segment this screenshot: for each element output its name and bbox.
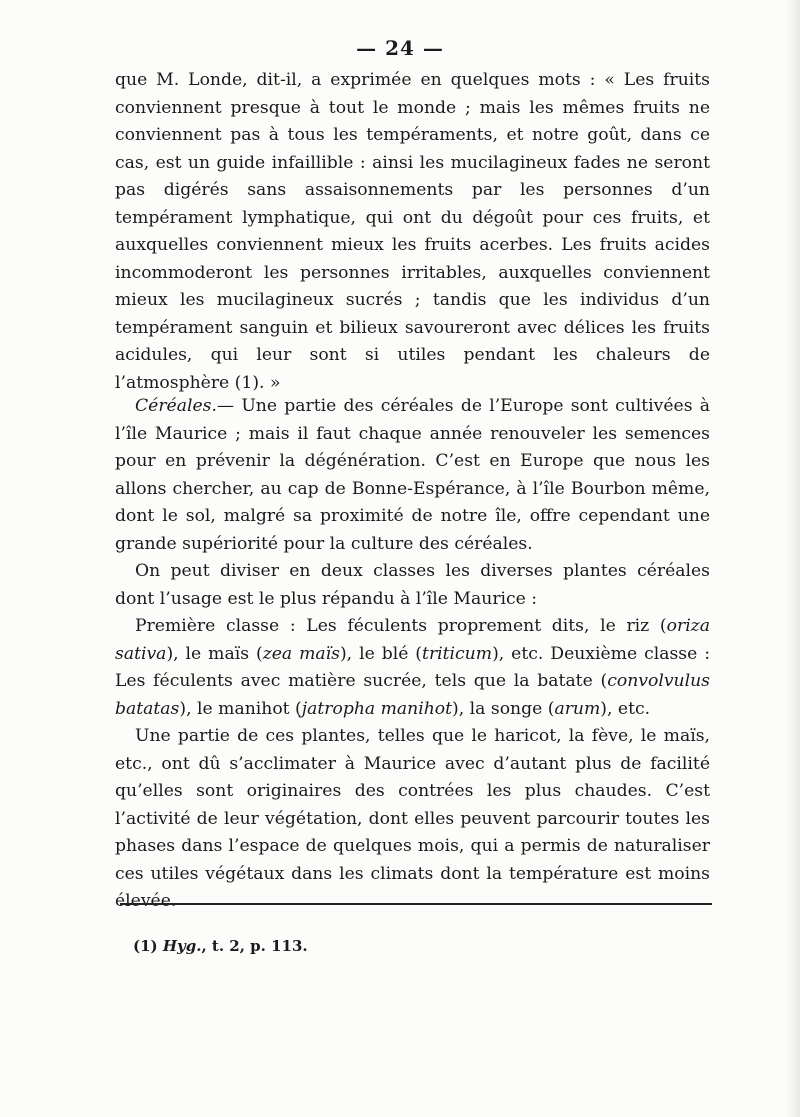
footnote bbox=[133, 937, 308, 955]
page-edge-shadow bbox=[786, 0, 800, 1117]
latin-name-manihot: jatropha manihot bbox=[301, 698, 453, 719]
p3-text-a: Première classe : Les féculents proprement dits, le riz ( bbox=[135, 616, 667, 636]
p3-text-g: ), etc. bbox=[600, 698, 651, 719]
latin-name-ble: triticum bbox=[422, 643, 493, 664]
latin-name-batate: convolvulus batatas bbox=[115, 671, 710, 719]
p3-text-c: ), le blé ( bbox=[339, 643, 423, 664]
cereales-paragraph-3 bbox=[115, 613, 710, 723]
cereales-paragraph-2: On peut diviser en deux classes les diverses plantes céréales dont l’usage est le plus répandu à l’île Maurice : bbox=[115, 561, 710, 609]
latin-name-songe: arum bbox=[554, 698, 601, 719]
cereales-p1-text: — Une partie des céréales de l’Europe sont cultivées à l’île Maurice ; mais il faut chaque année renouveler les semences pour en prévenir la dégénération. C’est en Europe que nous les allons chercher, au cap de Bonne-Espérance, à l’île Bourbon même, dont le sol, malgré sa proximité de notre île, offre cependant une grande supériorité pour la culture des céréales. bbox=[115, 396, 710, 554]
p3-text-f: ), la songe ( bbox=[452, 698, 555, 719]
p3-text-d: ), etc. Deuxième classe : Les féculents avec matière sucrée, tels que la batate ( bbox=[115, 643, 711, 691]
intro-paragraph: que M. Londe, dit-il, a exprimée en quelques mots : « Les fruits conviennent presque à tout le monde ; mais les mêmes fruits ne conviennent pas à tous les tempéraments, et notre goût, dans ce cas, est un guide infaillible : ainsi les mucilagineux fades ne seront pas digérés sans assaisonnements par les personnes d’un tempérament lymphatique, qui ont du dégoût pour ces fruits, et auxquelles conviennent mieux les fruits acerbes. Les fruits acides incommoderont les personnes irritables, auxquelles conviennent mieux les mucilagineux sucrés ; tandis que les individus d’un tempérament sanguin et bilieux savoureront avec délices les fruits acidules, qui leur sont si utiles pendant les chaleurs de l’atmosphère (1). » bbox=[115, 70, 710, 393]
section-title: Céréales. bbox=[135, 396, 217, 416]
footnote-marker: (1) bbox=[133, 937, 158, 955]
footnote-divider bbox=[120, 903, 712, 905]
p3-text-b: ), le maïs ( bbox=[166, 643, 263, 664]
intro-text-block bbox=[115, 67, 710, 397]
latin-name-mais: zea maïs bbox=[262, 643, 340, 664]
p3-text-e: ), le manihot ( bbox=[179, 698, 302, 719]
cereales-paragraph-1 bbox=[115, 393, 710, 558]
footnote-source: Hyg. bbox=[162, 937, 202, 955]
cereales-paragraph-4: Une partie de ces plantes, telles que le haricot, la fève, le maïs, etc., ont dû s’acclimater à Maurice avec d’autant plus de facilité qu’elles sont originaires des contrées les plus chaudes. C’est l’activité de leur végétation, dont elles peuvent parcourir toutes les phases dans l’espace de quelques mois, qui a permis de naturaliser ces utiles végétaux dans les climats dont la température est moins élevée. bbox=[115, 726, 710, 911]
latin-name-riz: oriza sativa bbox=[115, 616, 710, 664]
footnote-reference: , t. 2, p. 113. bbox=[201, 937, 308, 955]
cereales-section bbox=[115, 393, 710, 916]
page-number: — 24 — bbox=[356, 36, 444, 60]
